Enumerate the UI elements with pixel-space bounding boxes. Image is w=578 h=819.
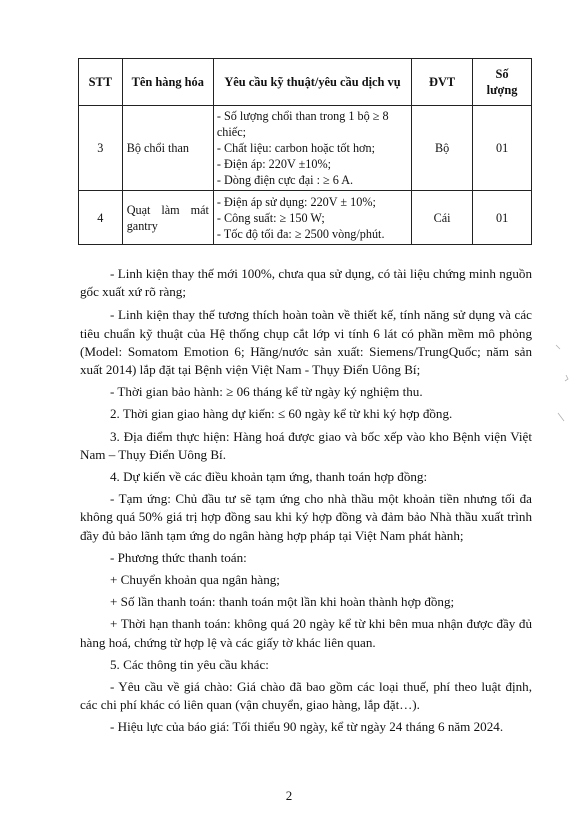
row-goods-name: Bộ chổi than [122, 106, 213, 191]
paragraph-quote-price: - Yêu cầu về giá chào: Giá chào đã bao gồm các loại thuế, phí theo luật định, các chi phí khác có liên quan (vận chuyển, giao hàng, lắp đặt…). [80, 679, 532, 713]
header-quantity [473, 59, 532, 106]
row-quantity: 01 [473, 106, 532, 191]
header-quantity-line2: lượng [486, 83, 518, 97]
paragraph-advance-payment: - Tạm ứng: Chủ đầu tư sẽ tạm ứng cho nhà thầu một khoản tiền nhưng tối đa không quá 50% giá trị hợp đồng sau khi ký hợp đồng và đảm bảo Nhà thầu xuất trình đầy đủ bảo lãnh tạm ứng do ngân hàng hợp pháp tại Việt Nam phát hành; [80, 491, 532, 543]
row-quantity: 01 [473, 191, 532, 245]
header-stt: STT [79, 59, 123, 106]
paragraph-payment-count: + Số lần thanh toán: thanh toán một lần khi hoàn thành hợp đồng; [110, 594, 455, 610]
header-quantity-line1: Số [495, 67, 509, 81]
row-requirements [213, 106, 411, 191]
paragraph-bank-transfer: + Chuyển khoản qua ngân hàng; [110, 572, 280, 588]
row-stt: 3 [79, 106, 123, 191]
requirement-line: - Điện áp: 220V ±10%; [216, 157, 331, 171]
header-requirement: Yêu cầu kỹ thuật/yêu cầu dịch vụ [213, 59, 411, 106]
paragraph-delivery-place: 3. Địa điểm thực hiện: Hàng hoá được giao và bốc xếp vào kho Bệnh viện Việt Nam – Thụy Điển Uông Bí. [80, 428, 532, 462]
requirement-line: - Công suất: ≥ 150 W; [216, 210, 325, 225]
row-unit: Bộ [412, 106, 473, 191]
paragraph-quote-validity: - Hiệu lực của báo giá: Tối thiểu 90 ngày, kể từ ngày 24 tháng 6 năm 2024. [110, 719, 504, 735]
row-goods-name [122, 191, 213, 245]
paragraph-other-info-heading: 5. Các thông tin yêu cầu khác: [110, 656, 269, 672]
header-unit: ĐVT [412, 59, 473, 106]
table-row [79, 106, 532, 191]
page-number: 2 [285, 788, 293, 803]
paragraph-new-parts: - Linh kiện thay thế mới 100%, chưa qua sử dụng, có tài liệu chứng minh nguồn gốc xuất xứ rõ ràng; [80, 266, 532, 300]
goods-name-line1: Quạt làm mát [126, 202, 209, 217]
requirement-line: chiếc; [216, 125, 246, 139]
paragraph-payment-deadline: + Thời hạn thanh toán: không quá 20 ngày kể từ khi bên mua nhận được đầy đủ hàng hoá, chứng từ hợp lệ và các giấy tờ khác liên quan. [80, 616, 532, 650]
row-unit: Cái [412, 191, 473, 245]
requirement-line: - Số lượng chổi than trong 1 bộ ≥ 8 [216, 109, 389, 123]
row-requirements [213, 191, 411, 245]
goods-spec-table [78, 58, 532, 245]
table-header-row [79, 59, 532, 106]
requirement-line: - Chất liệu: carbon hoặc tốt hơn; [216, 141, 375, 155]
document-body [80, 265, 532, 737]
paragraph-delivery-time: 2. Thời gian giao hàng dự kiến: ≤ 60 ngày kể từ khi ký hợp đồng. [110, 406, 453, 422]
header-goods-name: Tên hàng hóa [122, 59, 213, 106]
goods-name-line2: gantry [126, 218, 158, 233]
paragraph-payment-method: - Phương thức thanh toán: [110, 549, 247, 565]
requirement-line: - Điện áp sử dụng: 220V ± 10%; [216, 194, 376, 209]
paragraph-payment-terms-heading: 4. Dự kiến về các điều khoản tạm ứng, thanh toán hợp đồng: [110, 469, 428, 485]
requirement-line: - Tốc độ tối đa: ≥ 2500 vòng/phút. [216, 226, 385, 241]
margin-scan-mark [552, 335, 572, 425]
paragraph-warranty: - Thời gian bảo hành: ≥ 06 tháng kể từ ngày ký nghiệm thu. [110, 384, 423, 400]
requirement-line: - Dòng điện cực đại : ≥ 6 A. [216, 173, 354, 187]
row-stt: 4 [79, 191, 123, 245]
paragraph-compatibility: - Linh kiện thay thế tương thích hoàn toàn về thiết kế, tính năng sử dụng và các tiêu chuẩn kỹ thuật của Hệ thống chụp cắt lớp vi tính 6 lát có phần mềm mô phỏng (Model: Somatom Emotion 6; Hãng/nước sản xuất: Siemens/TrungQuốc; năm sản xuất 2014) lắp đặt tại Bệnh viện Việt Nam - Thụy Điển Uông Bí; [80, 307, 532, 378]
table-row [79, 191, 532, 245]
